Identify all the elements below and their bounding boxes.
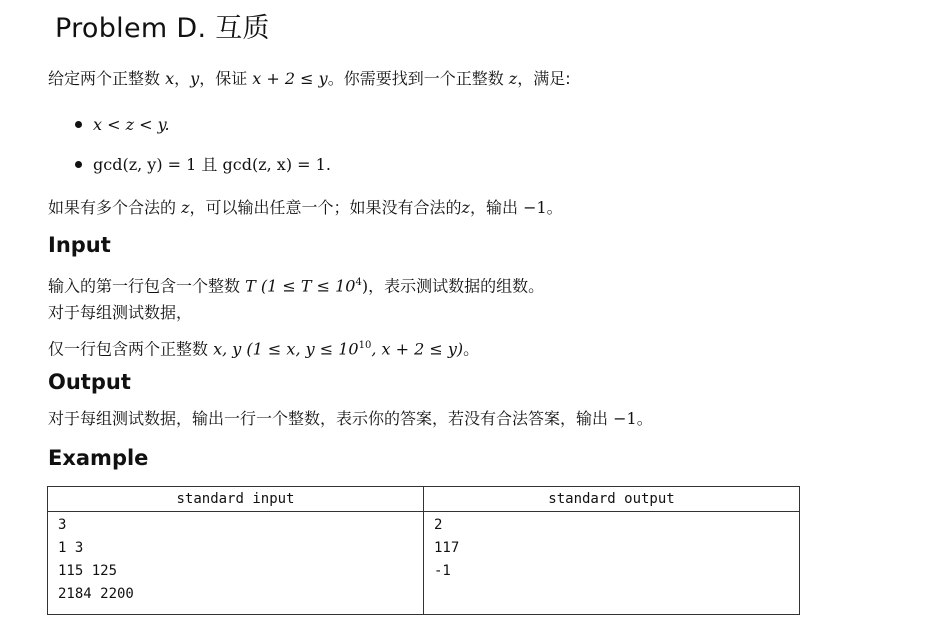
output-sample-line: 2 [434,517,443,533]
output-line-1: 对于每组测试数据，输出一行一个整数，表示你的答案，若没有合法答案，输出 −1。 [48,409,653,428]
bullet-icon [75,121,82,128]
example-heading: Example [48,446,149,470]
output-sample-line: -1 [434,563,451,579]
standard-input-cell[interactable] [48,512,424,615]
input-line-1: 输入的第一行包含一个整数 T $(1 \le T \le 10^4)$，表示测试数据的组数。 [48,276,545,296]
output-sample-line: 117 [434,540,460,556]
example-data-row [48,512,800,615]
standard-output-cell[interactable] [424,512,800,615]
input-heading: Input [48,233,111,257]
input-sample-line: 1 3 [58,540,84,556]
input-line-2: 对于每组测试数据， [48,303,193,322]
standard-input-header: standard input [48,487,424,512]
input-sample-line: 3 [58,517,67,533]
condition-bullet-1: x < z < y. [75,115,170,134]
bullet-icon [75,161,82,168]
input-sample-line: 115 125 [58,563,118,579]
problem-title: Problem D. 互质 [55,13,270,44]
input-sample-line: 2184 2200 [58,586,134,602]
constraint-math: x + 2 ≤ y [252,69,328,88]
example-table [47,486,800,615]
standard-output-header: standard output [424,487,800,512]
input-line-3: 仅一行包含两个正整数 x, y (1 ≤ x, $y \le 10^{10}$, x + 2 ≤ y)。 [48,339,480,359]
example-header-row [48,487,800,512]
statement-intro: 给定两个正整数 x，y，保证 x + 2 ≤ y。你需要找到一个正整数 z，满足: [48,69,571,88]
statement-multiple-answers: 如果有多个合法的 z，可以输出任意一个；如果没有合法的z，输出 −1。 [48,198,563,217]
output-heading: Output [48,370,131,394]
condition-bullet-2: gcd(z, y) = 1 且 gcd(z, x) = 1. [75,152,331,175]
